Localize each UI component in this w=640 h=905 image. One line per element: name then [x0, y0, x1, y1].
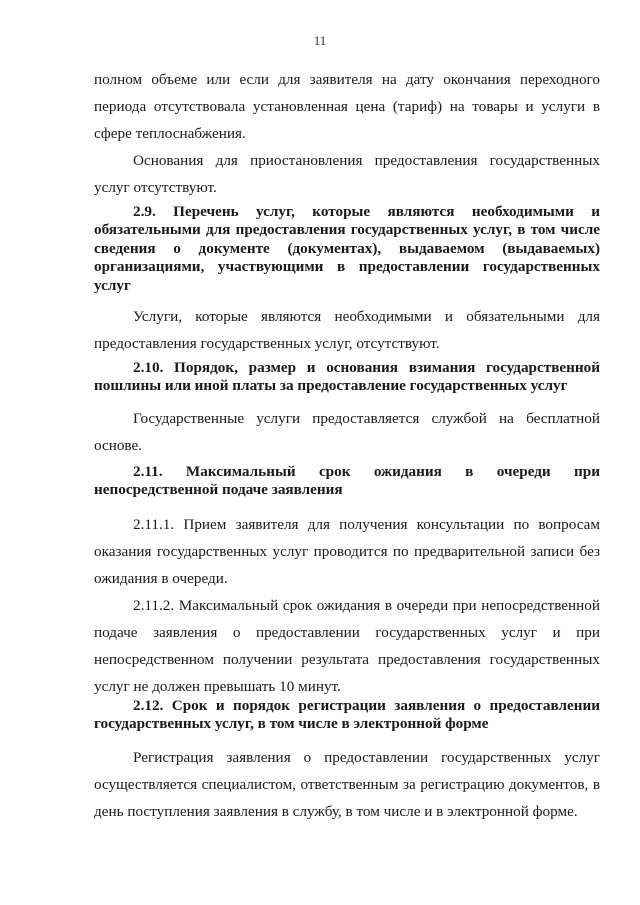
heading-2-10: 2.10. Порядок, размер и основания взимания государственной пошлины или иной платы за предоставление государственных услуг [94, 359, 600, 395]
paragraph-free-of-charge: Государственные услуги предоставляется службой на бесплатной основе. [94, 410, 600, 454]
paragraph-tariff-continuation: полном объеме или если для заявителя на дату окончания переходного периода отсутствовала установленная цена (тариф) на товары и услуги в сфере теплоснабжения. [94, 71, 600, 142]
paragraph-2-11-2: 2.11.2. Максимальный срок ожидания в очереди при непосредственной подаче заявления о предоставлении государственных услуг и при непосредственном получении результата предоставления государственных услуг не должен превышать 10 минут. [94, 597, 600, 695]
paragraph-required-services: Услуги, которые являются необходимыми и обязательными для предоставления государственных услуг, отсутствуют. [94, 308, 600, 352]
paragraph-registration: Регистрация заявления о предоставлении государственных услуг осуществляется специалистом, ответственным за регистрацию документов, в день поступления заявления в службу, в том числе и в электронной форме. [94, 749, 600, 820]
paragraph-2-11-1: 2.11.1. Прием заявителя для получения консультации по вопросам оказания государственных услуг проводится по предварительной записи без ожидания в очереди. [94, 516, 600, 587]
paragraph-suspension-grounds: Основания для приостановления предоставления государственных услуг отсутствуют. [94, 152, 600, 196]
heading-2-11: 2.11. Максимальный срок ожидания в очереди при непосредственной подаче заявления [94, 463, 600, 499]
heading-2-9: 2.9. Перечень услуг, которые являются необходимыми и обязательными для предоставления государственных услуг, в том числе сведения о документе (документах), выдаваемом (выдаваемых) организациями, участвующими в предоставлении государственных услуг [94, 203, 600, 294]
page-number: 11 [313, 33, 327, 48]
heading-2-12: 2.12. Срок и порядок регистрации заявления о предоставлении государственных услуг, в том числе в электронной форме [94, 697, 600, 733]
